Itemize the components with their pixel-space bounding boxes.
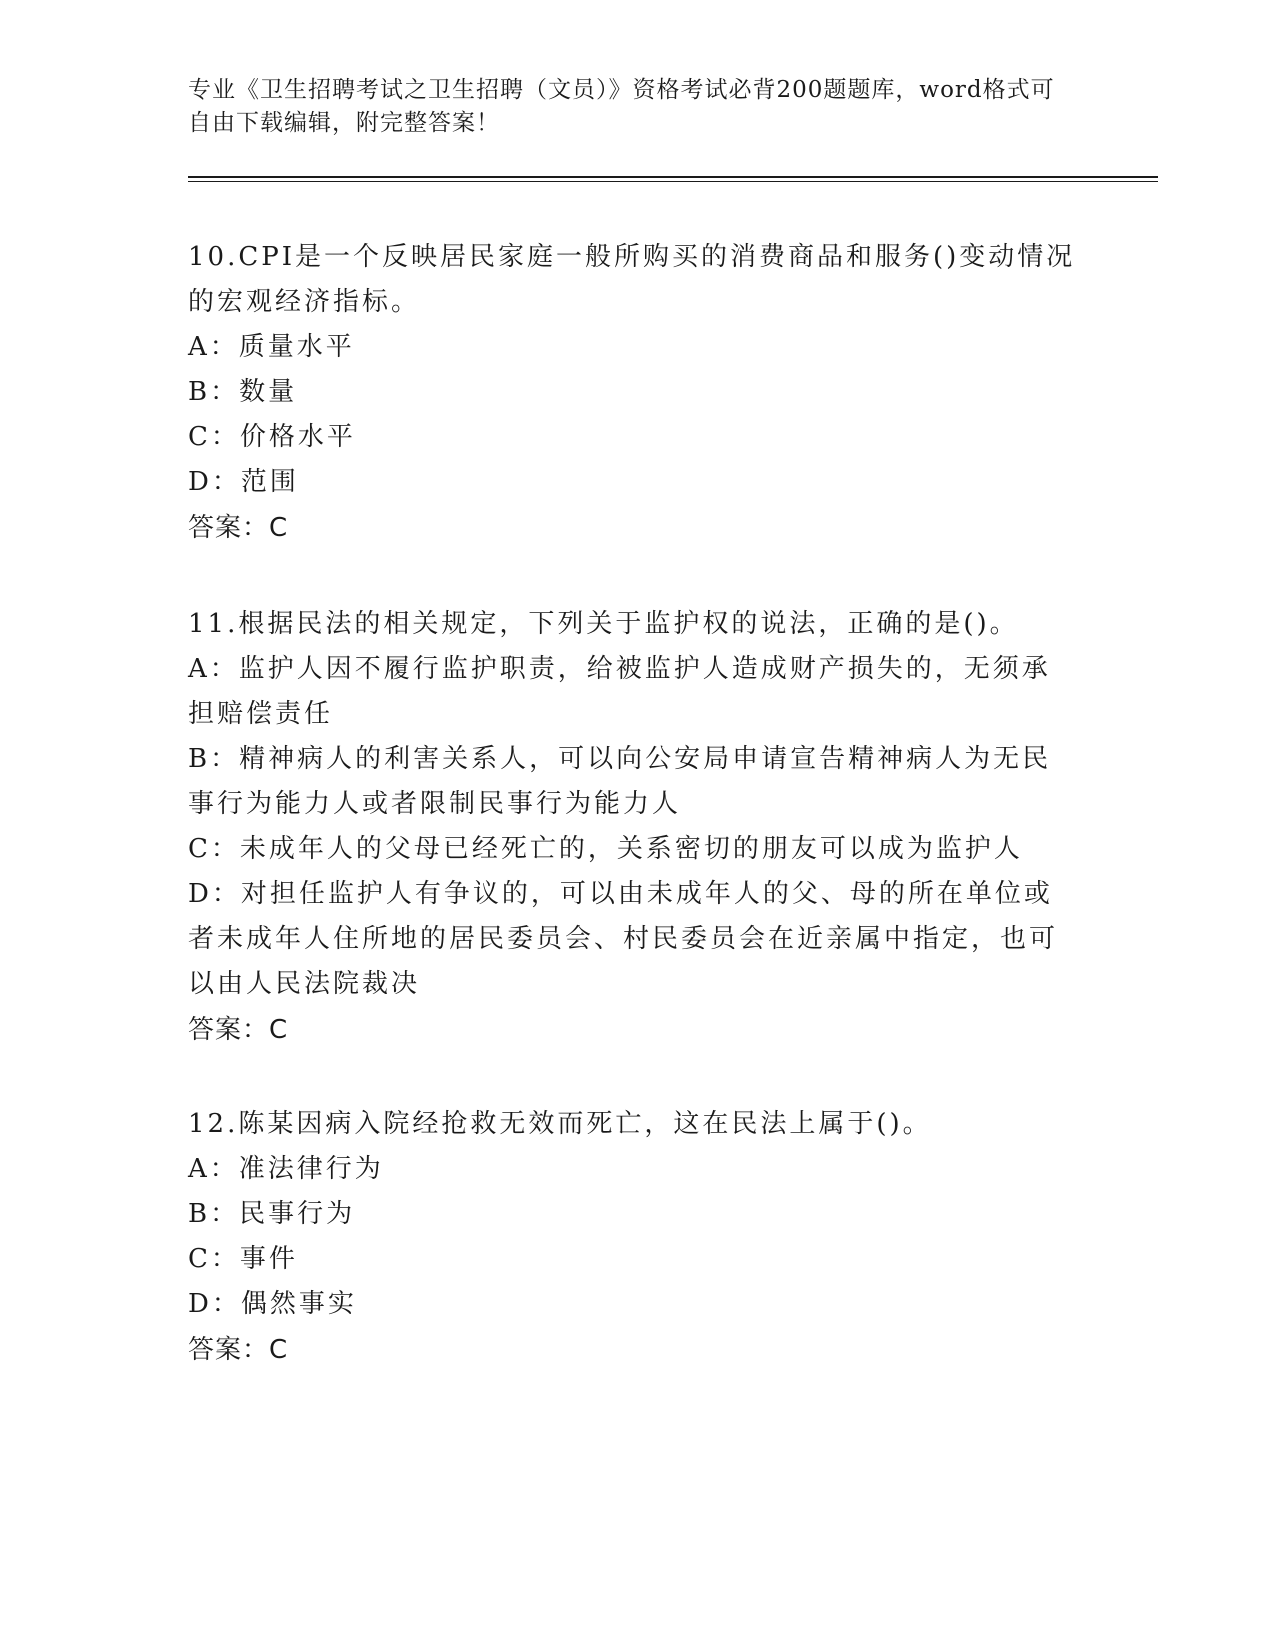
question-stem: 11.根据民法的相关规定，下列关于监护权的说法，正确的是()。 <box>188 609 1019 639</box>
option-d: D：对担任监护人有争议的，可以由未成年人的父、母的所在单位或者未成年人住所地的居民委员会、村民委员会在近亲属中指定，也可以由人民法院裁决 <box>188 879 1059 999</box>
question-stem: 12.陈某因病入院经抢救无效而死亡，这在民法上属于()。 <box>188 1109 932 1139</box>
answer-key: 答案：C <box>188 1335 289 1365</box>
option-b: B：数量 <box>188 377 298 407</box>
option-b: B：精神病人的利害关系人，可以向公安局申请宣告精神病人为无民事行为能力人或者限制民事行为能力人 <box>188 744 1052 819</box>
option-d: D：范围 <box>188 467 299 497</box>
answer-key: 答案：C <box>188 513 289 543</box>
question-11 <box>188 602 1078 1053</box>
option-a: A：质量水平 <box>188 332 355 362</box>
answer-key: 答案：C <box>188 1015 289 1045</box>
option-a: A：准法律行为 <box>188 1154 384 1184</box>
option-c: C：未成年人的父母已经死亡的，关系密切的朋友可以成为监护人 <box>188 834 1023 864</box>
option-c: C：价格水平 <box>188 422 356 452</box>
question-12 <box>188 1102 1078 1373</box>
option-b: B：民事行为 <box>188 1199 356 1229</box>
option-a: A：监护人因不履行监护职责，给被监护人造成财产损失的，无须承担赔偿责任 <box>188 654 1051 729</box>
header-divider-thick <box>188 176 1158 178</box>
option-d: D：偶然事实 <box>188 1289 357 1319</box>
question-10 <box>188 235 1078 551</box>
option-c: C：事件 <box>188 1244 298 1274</box>
document-header: 专业《卫生招聘考试之卫生招聘（文员）》资格考试必背200题题库，word格式可自由下载编辑，附完整答案！ <box>188 77 1055 136</box>
question-stem: 10.CPI是一个反映居民家庭一般所购买的消费商品和服务()变动情况的宏观经济指标。 <box>188 242 1076 317</box>
header-divider-thin <box>188 181 1158 182</box>
